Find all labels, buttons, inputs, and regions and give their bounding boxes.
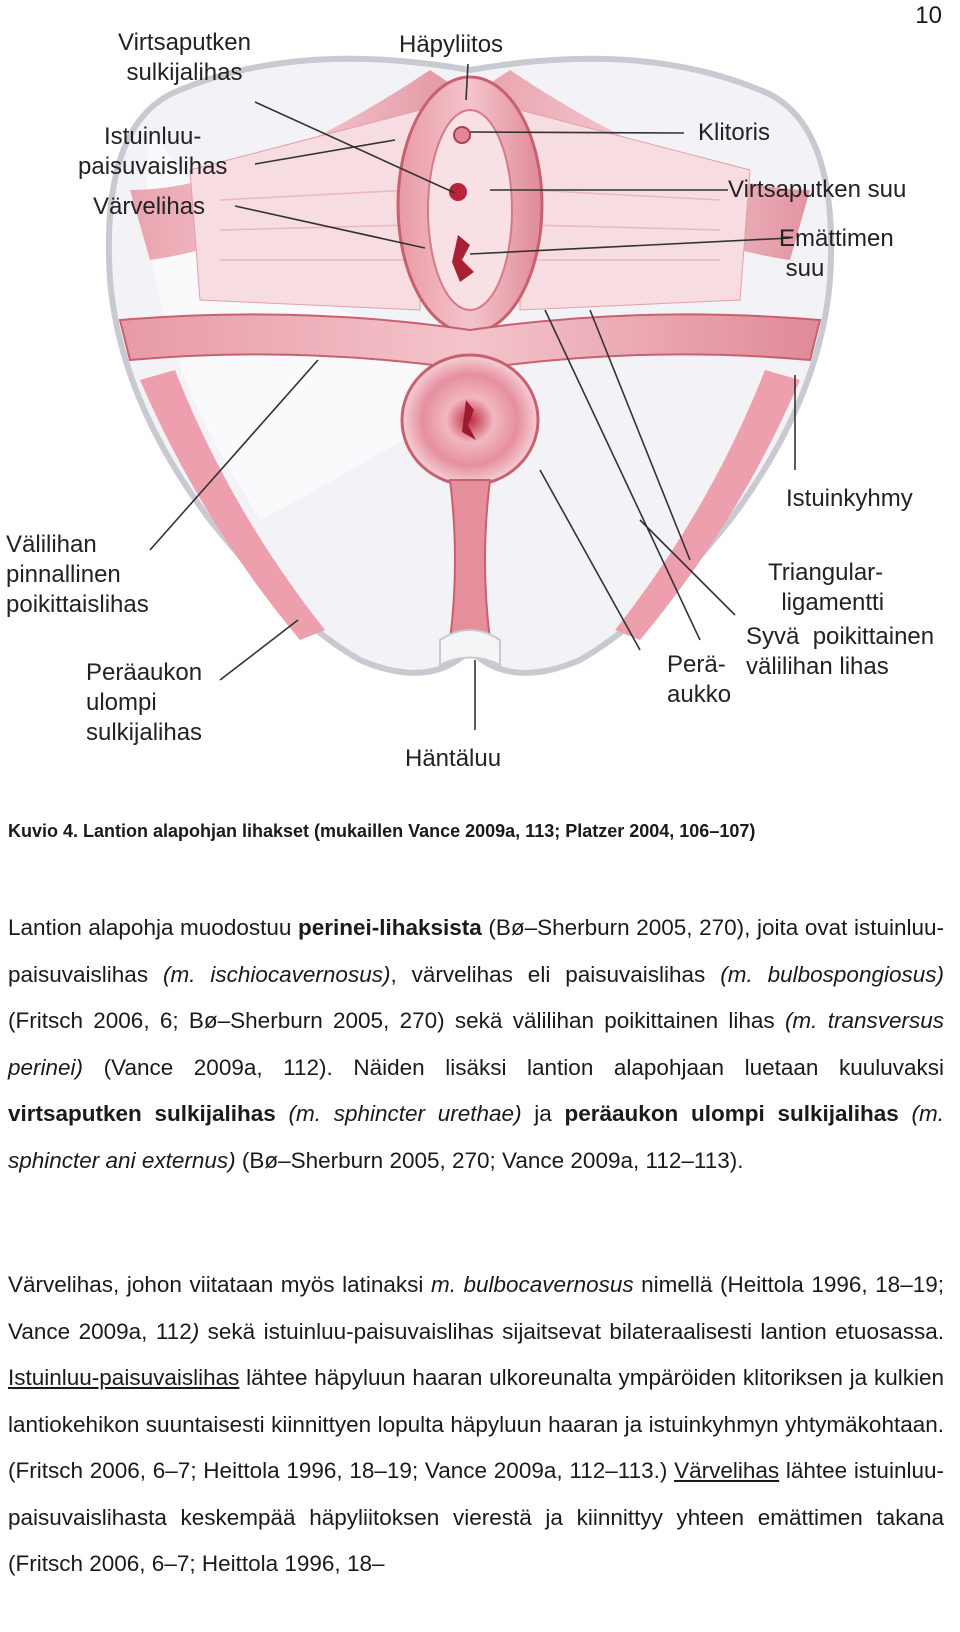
paragraph-1 bbox=[8, 905, 944, 1184]
p1-text bbox=[899, 1101, 912, 1126]
p2-text: lähtee häpyluun haaran ulkoreunalta ympäröiden klitoriksen ja kulkien lantiokehikon suuntaisesti kiinnittyen lopulta häpyluun haaran ja istuinkyhmyn yhtymäkohtaan. (Fritsch 2006, 6–7; Heittola 1996, 18–19; Vance 2009a, 112–113.) bbox=[8, 1365, 944, 1483]
p1-text: ja bbox=[521, 1101, 565, 1126]
anococcygeal-body bbox=[450, 480, 490, 640]
p2-italic: ) bbox=[191, 1318, 200, 1344]
p1-text: (Bø–Sherburn 2005, 270), joita ovat istuinluu-paisuvaislihas bbox=[8, 915, 944, 987]
p1-bold-term: virtsaputken sulkijalihas bbox=[8, 1101, 276, 1126]
label-triangularligamentti: Triangular- ligamentti bbox=[768, 559, 885, 616]
p1-text: Lantion alapohja muodostuu bbox=[8, 915, 298, 940]
clitoris bbox=[454, 127, 470, 143]
p1-latin-term: (m. sphincter urethae) bbox=[288, 1101, 522, 1126]
label-virtsaputken-sulkijalihas: Virtsaputken sulkijalihas bbox=[118, 29, 251, 86]
p1-text: (Bø–Sherburn 2005, 270; Vance 2009a, 112–113). bbox=[235, 1147, 744, 1173]
label-peraaukon-ulompi: Peräaukon ulompi sulkijalihas bbox=[86, 659, 203, 746]
p1-text: (Fritsch 2006, 6; Bø–Sherburn 2005, 270) sekä välilihan poikittainen lihas bbox=[8, 1008, 785, 1033]
label-valilihan-pinnallinen: Välilihan pinnallinen poikittaislihas bbox=[6, 531, 149, 618]
p2-underlined-term: Värvelihas bbox=[674, 1458, 780, 1483]
label-virtsaputken-suu: Virtsaputken suu bbox=[728, 176, 907, 203]
p2-text: nimellä (Heittola 1996, 18–19; Vance 2009a, 112 bbox=[8, 1272, 944, 1344]
p2-underlined-term: Istuinluu-paisuvaislihas bbox=[8, 1365, 240, 1390]
p1-latin-term: (m. sphincter ani externus) bbox=[8, 1101, 944, 1173]
label-peraaukko: Perä- aukko bbox=[667, 651, 732, 708]
p2-text: Värvelihas, johon viitataan myös latinaksi bbox=[8, 1272, 431, 1297]
p2-latin-term: m. bulbocavernosus bbox=[430, 1272, 634, 1297]
label-hapyliitos: Häpyliitos bbox=[399, 31, 504, 58]
label-varvelihas: Värvelihas bbox=[93, 193, 206, 220]
figure-caption: Kuvio 4. Lantion alapohjan lihakset (mukaillen Vance 2009a, 113; Platzer 2004, 106–107) bbox=[8, 821, 756, 841]
p1-text: , värvelihas eli paisuvaislihas bbox=[390, 961, 721, 987]
p1-bold-term: peräaukon ulompi sulkijalihas bbox=[564, 1101, 899, 1126]
label-syva-poikittainen: Syvä poikittainen välilihan lihas bbox=[746, 623, 935, 680]
page-number: 10 bbox=[915, 2, 942, 29]
label-istuinkyhmy: Istuinkyhmy bbox=[786, 485, 913, 512]
p1-text bbox=[276, 1101, 289, 1126]
pelvic-floor-figure bbox=[0, 0, 960, 790]
paragraph-2 bbox=[8, 1262, 944, 1588]
p1-text: (Vance 2009a, 112). Näiden lisäksi lantion alapohjaan luetaan kuuluvaksi bbox=[83, 1054, 944, 1080]
label-emattimen-suu: Emättimen suu bbox=[779, 225, 894, 282]
label-istuinluu-paisuvaislihas: Istuinluu- paisuvaislihas bbox=[78, 123, 228, 180]
label-hantaluu: Häntäluu bbox=[405, 745, 502, 772]
p1-latin-term: (m. ischiocavernosus) bbox=[162, 961, 391, 987]
p1-latin-term: (m. bulbospongiosus) bbox=[720, 961, 944, 987]
label-klitoris: Klitoris bbox=[698, 119, 771, 146]
p1-bold-term: perinei-lihaksista bbox=[297, 915, 482, 940]
p1-latin-term: (m. transversus perinei) bbox=[8, 1008, 944, 1080]
p2-text: lähtee istuinluu-paisuvaislihasta keskempää häpyliitoksen vierestä ja kiinnittyy yhteen emättimen takana (Fritsch 2006, 6–7; Heittola 1996, 18– bbox=[8, 1458, 944, 1576]
p2-text: sekä istuinluu-paisuvaislihas sijaitsevat bilateraalisesti lantion etuosassa. bbox=[199, 1318, 944, 1344]
